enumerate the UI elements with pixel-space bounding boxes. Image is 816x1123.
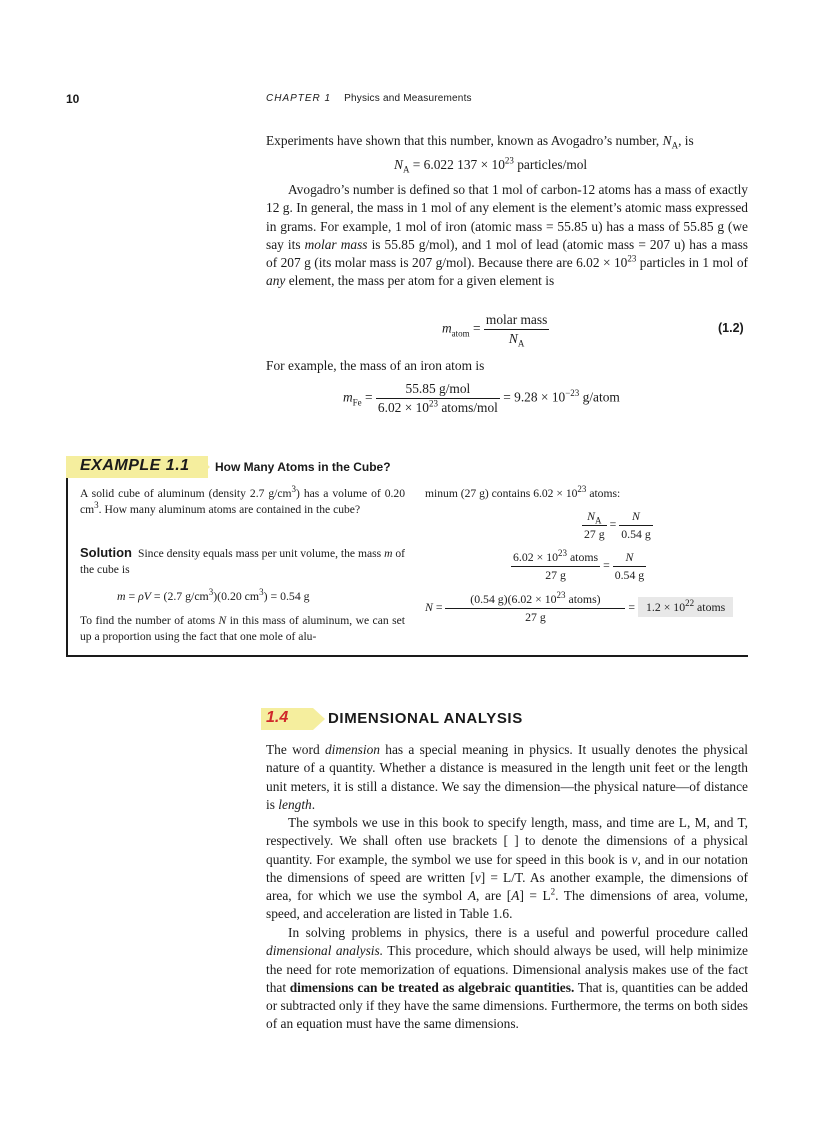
chapter-title: Physics and Measurements [344,93,472,104]
example-title: How Many Atoms in the Cube? [215,460,391,474]
running-header [266,93,472,104]
cube-mass-equation: m = ρV = (2.7 $g/cm^3)(0.20$ $cm^3) = 0.54$ g [117,587,310,603]
proportion-equation-1: $\frac{N_A}{27 g}$ = $\frac{N}{0.54 g}$ [584,509,651,541]
example-bottom-rule [66,655,748,657]
molar-mass-fraction: $\frac{\text{molar mass}}{N_A}$ [485,312,548,349]
avogadro-equation: $N_A = 6.022$ $137 \times 10^{23}$ particles/mol [394,155,588,175]
example-left-rule [66,478,68,656]
page-number: 10 [66,92,80,106]
solution-label: Solution [80,545,132,560]
dimension-paragraph-3: In solving problems in physics, there is a useful and powerful procedure called dimensional analysis. This procedure, which should always be used, will help minimize the need for rote memorization of equations. Dimensional analysis makes use of the fact that dimensions can be treated as algebraic quantities. That is, quantities can be added or subtracted only if they have the same dimensions. Furthermore, the terms on both sides of an equation must have the same dimensions. [266,925,748,1032]
equation-number: (1.2) [718,321,744,335]
example-problem: A solid cube of aluminum (density 2.7 $g/cm^3$) has a volume of 0.20 $cm^3$. How many aluminum atoms are contained in the cube? [80,484,405,517]
iron-mass-equation: $m_{Fe}$ = $\frac{\text{55.85 g/mol}}{6.02 \times 10^{23} atoms/mol}$ = $9.28 \times 10^{-23}$ g/atom [343,381,620,415]
avogadro-paragraph: Avogadro’s number is defined so that 1 mol of carbon-12 atoms has a mass of exactly 12 g. In general, the mass in 1 mol of any element is the element’s atomic mass expressed in grams. For example, 1 mol of iron (atomic mass = 55.85 u) has a mass of 55.85 g (we say its molar mass is 55.85 g/mol), and 1 mol of lead (atomic mass = 207 u) has a mass of 207 g (its molar mass is 207 g/mol). Because there are $6.02 \times 10^{23}$ particles in 1 mol of any element, the mass per atom for a given element is [266,182,749,289]
section-number: 1.4 [266,709,289,726]
example-label: EXAMPLE 1.1 [80,457,190,474]
answer-box: $1.2 \times 10^{22}$ atoms [638,597,733,617]
proportion-equation-2: $\frac{6.02 \times 10^{23} atoms}{27 g}$ = $\frac{N}{0.54 g}$ [513,548,645,582]
equation-1-2: $m_{atom}$ = $\frac{\text{molar mass}}{N_A}$ [442,312,548,349]
chapter-label: CHAPTER 1 [266,93,332,104]
dimension-paragraph-1: The word dimension has a special meaning in physics. It usually denotes the physical nature of a quantity. Whether a distance is measured in the length unit feet or the length unit meters, it is still a distance. We say the dimension—the physical nature—of distance is length. [266,742,748,812]
dimension-paragraph-2: The symbols we use in this book to specify length, mass, and time are L, M, and T, respectively. We shall often use brackets [ ] to denote the dimensions of a physical quantity. For example, the symbol we use for speed in this book is v, and in our notation the dimensions of speed are written [v] = L/T. As another example, the dimensions of area, for which we use the symbol A, are $[A] = L^2$. The dimensions of area, volume, speed, and acceleration are listed in Table 1.6. [266,815,748,922]
atom-count-equation: N = $\frac{(0.54 g)(6.02 \times 10^{23} atoms)}{27 g}$ = $1.2 \times 10^{22}$ atoms [425,592,733,625]
example-arrow [198,456,210,478]
intro-paragraph: Experiments have shown that this number, known as Avogadro’s number, $N_A$, is [266,133,694,151]
iron-intro: For example, the mass of an iron atom is [266,358,485,373]
example-proportion-text: To find the number of atoms N in this mass of aluminum, we can set up a proportion using the fact that one mole of alu- [80,614,405,644]
section-title: DIMENSIONAL ANALYSIS [328,710,523,727]
iron-fraction: $\frac{\text{55.85 g/mol}}{6.02 \times 10^{23} atoms/mol}$ [377,381,498,415]
example-right-intro: minum (27 g) contains $6.02 \times 10^{23}$ atoms: [425,484,621,500]
example-solution: Solution Since density equals mass per unit volume, the mass m of the cube is [80,545,405,577]
section-arrow [313,708,325,730]
